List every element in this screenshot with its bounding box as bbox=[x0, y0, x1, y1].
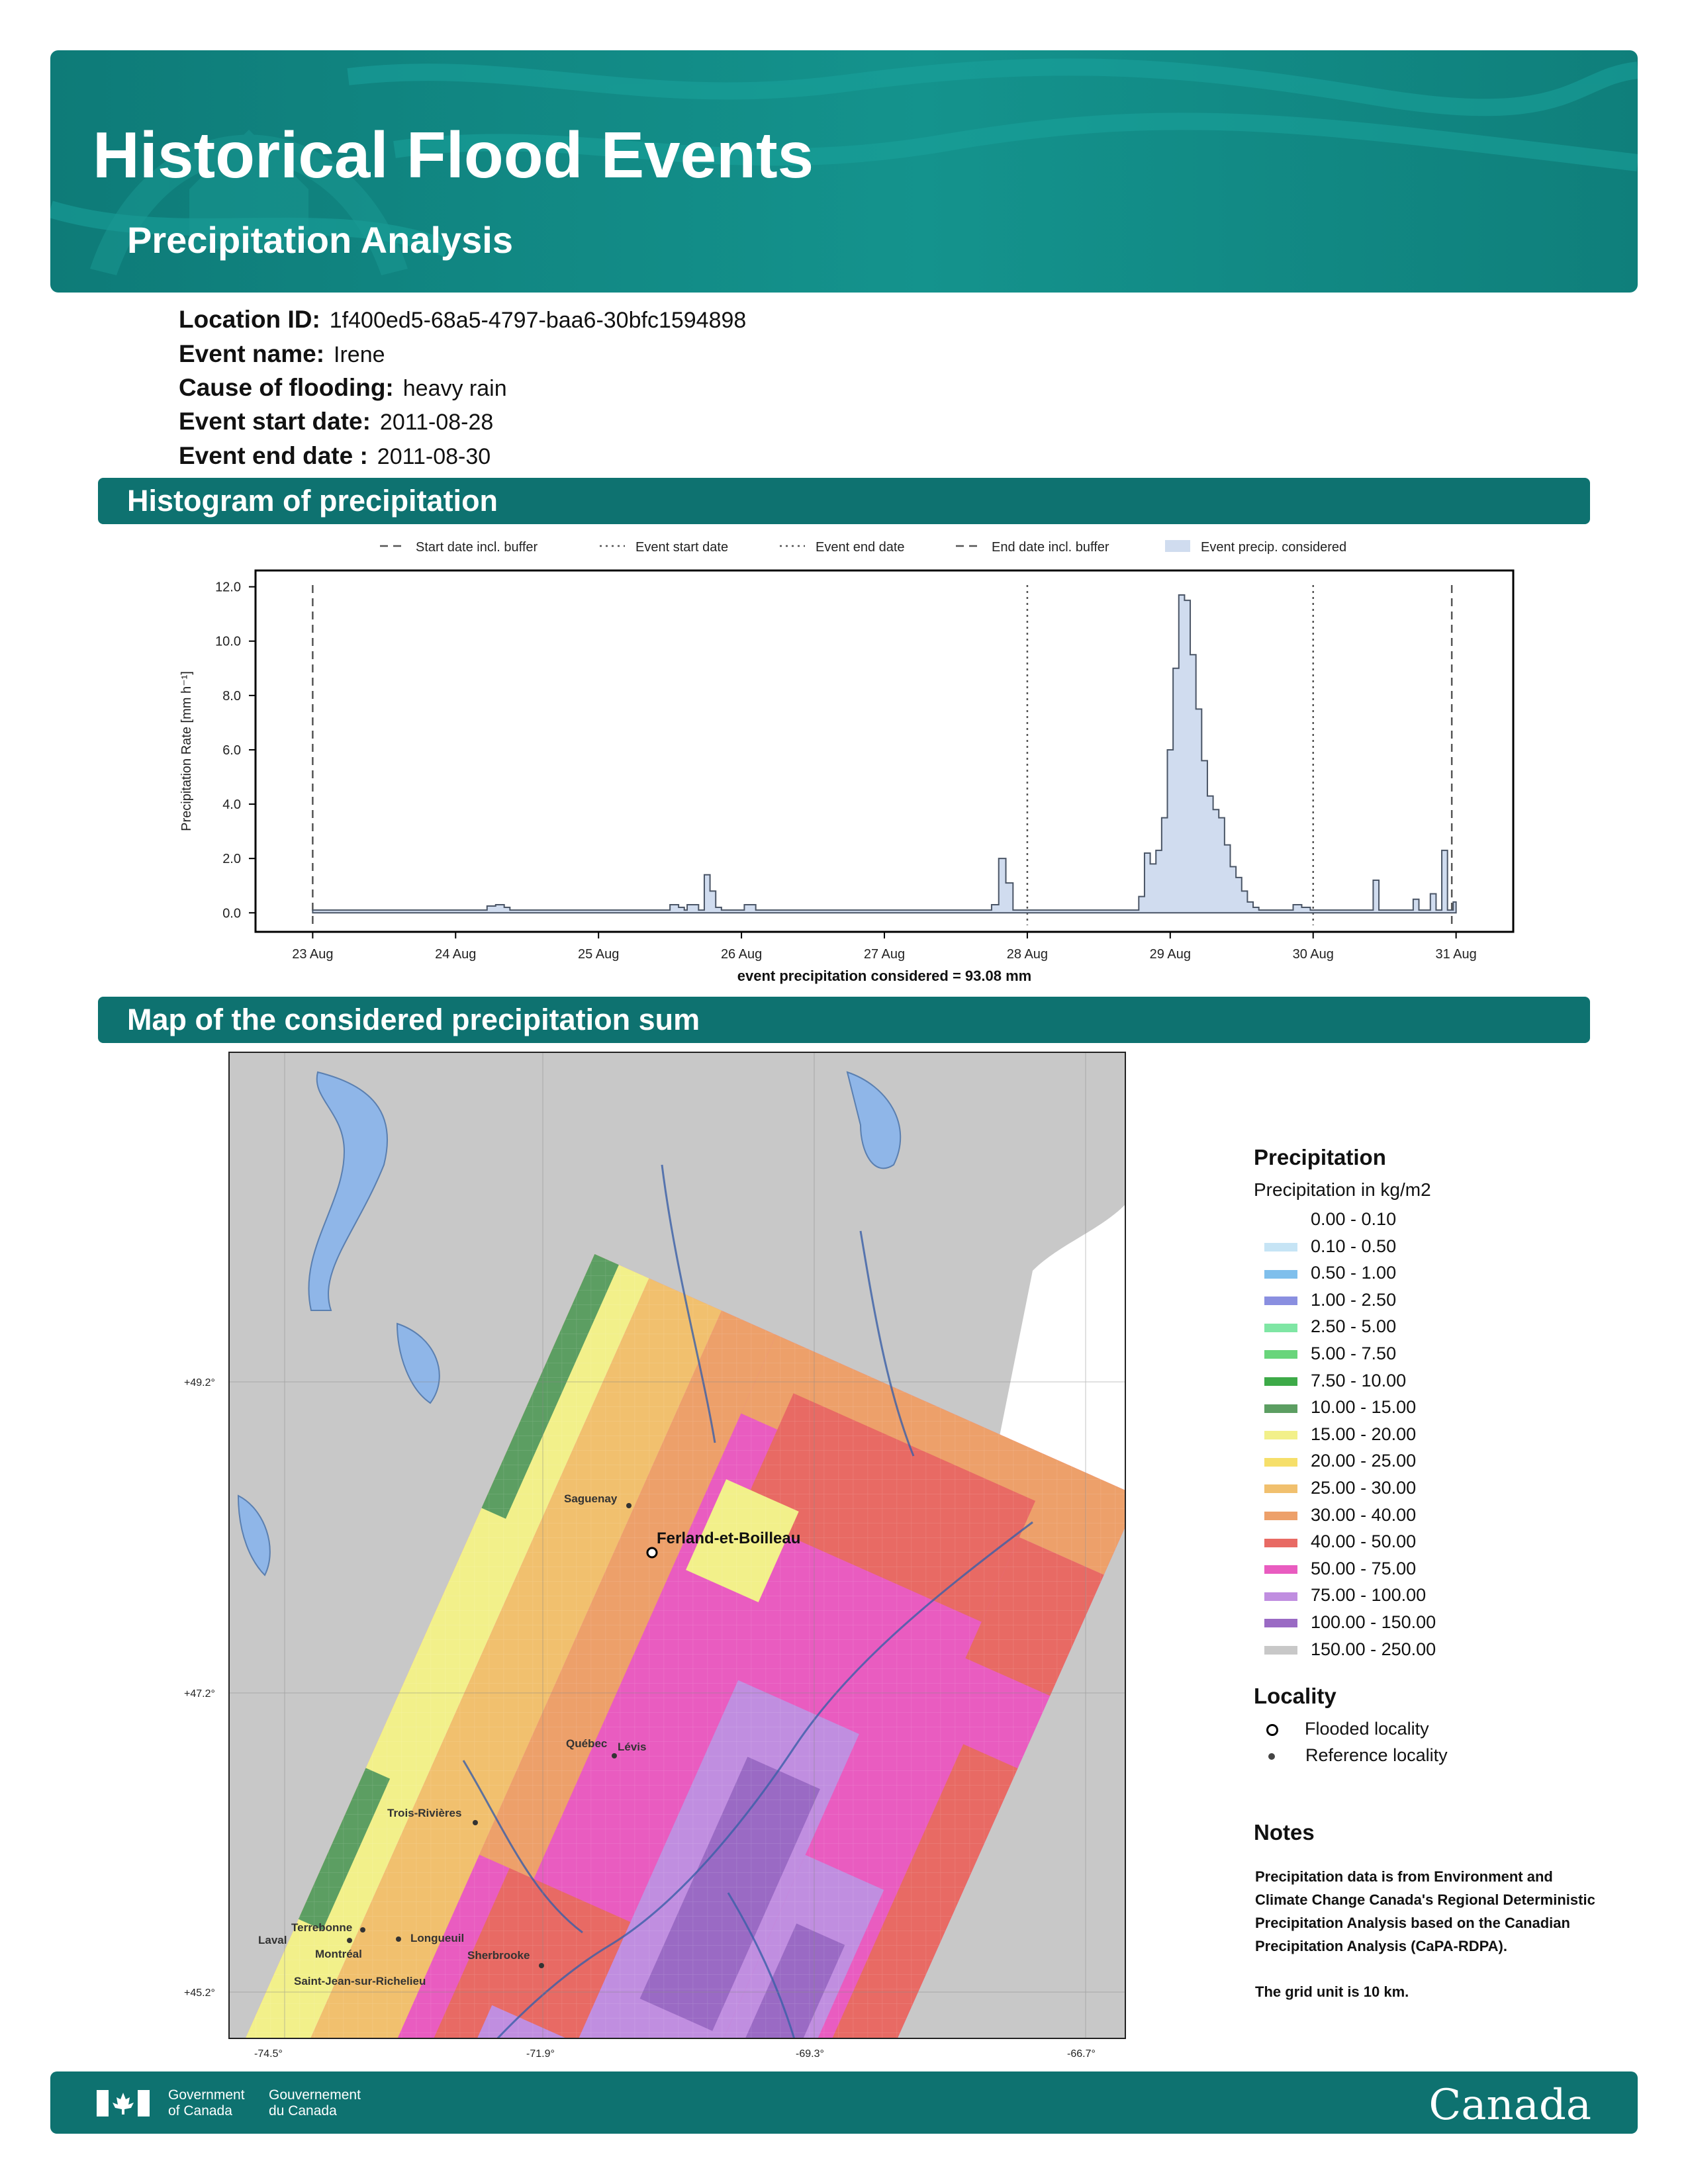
legend-label: 100.00 - 150.00 bbox=[1311, 1612, 1436, 1632]
place-label-saint-jean-sur-richelieu: Saint-Jean-sur-Richelieu bbox=[294, 1975, 426, 1987]
info-label: Event end date : bbox=[179, 442, 368, 469]
locality-legend-title: Locality bbox=[1254, 1684, 1336, 1708]
legend-item bbox=[1264, 1555, 1416, 1582]
x-tick-label: 29 Aug bbox=[1149, 947, 1191, 962]
chart-legend-label: End date incl. buffer bbox=[992, 540, 1109, 555]
legend-swatch-fill bbox=[1165, 540, 1190, 552]
legend-label: 7.50 - 10.00 bbox=[1311, 1370, 1407, 1390]
legend-label: 30.00 - 40.00 bbox=[1311, 1504, 1417, 1525]
trois-rivieres-marker bbox=[473, 1820, 478, 1825]
legend-label: 0.00 - 0.10 bbox=[1311, 1209, 1397, 1229]
chart-legend-label: Event precip. considered bbox=[1201, 540, 1347, 555]
legend-swatch bbox=[1264, 1565, 1297, 1574]
legend-flooded-locality bbox=[1264, 1715, 1429, 1742]
notes-grid-unit: The grid unit is 10 km. bbox=[1255, 1983, 1409, 2000]
legend-subtitle: Precipitation in kg/m2 bbox=[1254, 1179, 1431, 1200]
y-tick-label: 12.0 bbox=[215, 580, 241, 595]
info-label: Location ID: bbox=[179, 306, 320, 333]
info-event-start-date bbox=[179, 408, 493, 435]
flooded-locality-icon bbox=[1266, 1724, 1278, 1736]
legend-swatch bbox=[1264, 1431, 1297, 1439]
legend-swatch bbox=[1264, 1404, 1297, 1413]
gov-name-en-line1: Government bbox=[168, 2087, 245, 2103]
info-value: heavy rain bbox=[402, 376, 507, 401]
legend-label: 15.00 - 20.00 bbox=[1311, 1424, 1417, 1444]
y-tick-label: 4.0 bbox=[222, 797, 241, 813]
legend-swatch bbox=[1264, 1297, 1297, 1305]
y-tick-label: 8.0 bbox=[222, 688, 241, 704]
sherbrooke-marker bbox=[539, 1963, 544, 1968]
legend-label: 1.00 - 2.50 bbox=[1311, 1289, 1397, 1310]
legend-item bbox=[1264, 1367, 1406, 1394]
legend-label: Flooded locality bbox=[1305, 1719, 1429, 1739]
canada-flag-icon bbox=[97, 2090, 150, 2116]
legend-item bbox=[1264, 1636, 1436, 1662]
x-tick-label: 28 Aug bbox=[1006, 947, 1049, 962]
legend-swatch bbox=[1264, 1458, 1297, 1467]
legend-item bbox=[1264, 1394, 1416, 1420]
place-label-levis: Lévis bbox=[618, 1741, 647, 1753]
place-label-quebec: Québec bbox=[566, 1737, 608, 1750]
info-value: 2011-08-28 bbox=[379, 410, 494, 435]
legend-swatch bbox=[1264, 1216, 1297, 1224]
gov-name-en bbox=[168, 2087, 245, 2119]
legend-swatch bbox=[1264, 1270, 1297, 1279]
y-tick-label: 6.0 bbox=[222, 743, 241, 758]
legend-label: Reference locality bbox=[1305, 1745, 1448, 1765]
x-tick-label: 26 Aug bbox=[720, 947, 763, 962]
legend-label: 10.00 - 15.00 bbox=[1311, 1397, 1417, 1418]
place-label-laval: Laval bbox=[258, 1934, 287, 1946]
chart-legend-label: Event start date bbox=[635, 540, 729, 555]
info-value: 2011-08-30 bbox=[377, 444, 491, 469]
legend-label: 50.00 - 75.00 bbox=[1311, 1558, 1417, 1578]
legend-label: 2.50 - 5.00 bbox=[1311, 1316, 1397, 1337]
legend-swatch bbox=[1264, 1377, 1297, 1386]
page-title: Historical Flood Events bbox=[93, 118, 814, 191]
section-histogram-title: Histogram of precipitation bbox=[98, 478, 1590, 524]
gov-name-en-line2: of Canada bbox=[168, 2103, 232, 2118]
legend-swatch bbox=[1264, 1592, 1297, 1601]
legend-item bbox=[1264, 1340, 1396, 1367]
legend-label: 150.00 - 250.00 bbox=[1311, 1639, 1436, 1659]
gov-name-fr-line1: Gouvernement bbox=[269, 2087, 361, 2103]
map-lon-label: -66.7° bbox=[1067, 2048, 1096, 2060]
legend-title: Precipitation bbox=[1254, 1145, 1386, 1169]
info-label: Cause of flooding: bbox=[179, 374, 394, 401]
legend-label: 0.10 - 0.50 bbox=[1311, 1236, 1397, 1256]
legend-label: 75.00 - 100.00 bbox=[1311, 1585, 1427, 1606]
map-lat-label: +49.2° bbox=[184, 1377, 215, 1388]
place-label-longueuil: Longueuil bbox=[410, 1932, 465, 1944]
reference-locality-icon bbox=[1268, 1753, 1275, 1760]
notes-body bbox=[1255, 1865, 1599, 2003]
plot-frame bbox=[256, 570, 1513, 932]
montreal-marker bbox=[347, 1938, 352, 1943]
legend-label: 5.00 - 7.50 bbox=[1311, 1343, 1397, 1363]
longueuil-marker bbox=[396, 1936, 401, 1942]
legend-item bbox=[1264, 1475, 1416, 1501]
info-event-name bbox=[179, 340, 385, 368]
y-axis-label: Precipitation Rate [mm h⁻¹] bbox=[179, 671, 194, 831]
notes-text: Precipitation data is from Environment and Climate Change Canada's Regional Deterministic Precipitation Analysis based on the Canadian Precipitation Analysis (CaPA-RDPA). bbox=[1255, 1868, 1595, 1954]
legend-label: 25.00 - 30.00 bbox=[1311, 1478, 1417, 1498]
x-tick-label: 23 Aug bbox=[292, 947, 334, 962]
x-tick-label: 25 Aug bbox=[578, 947, 620, 962]
legend-item bbox=[1264, 1206, 1396, 1232]
map-lon-label: -74.5° bbox=[254, 2048, 283, 2060]
info-value: 1f400ed5-68a5-4797-baa6-30bfc1594898 bbox=[329, 308, 747, 333]
gov-name-fr bbox=[269, 2087, 361, 2119]
map-lon-label: -71.9° bbox=[526, 2048, 555, 2060]
place-label-montreal: Montréal bbox=[315, 1948, 362, 1960]
info-label: Event start date: bbox=[179, 408, 371, 435]
map-lon-label: -69.3° bbox=[796, 2048, 824, 2060]
legend-label: 40.00 - 50.00 bbox=[1311, 1531, 1417, 1552]
chart-legend-label: Event end date bbox=[816, 540, 905, 555]
flooded-locality-marker bbox=[647, 1548, 657, 1557]
x-tick-label: 24 Aug bbox=[435, 947, 477, 962]
legend-swatch bbox=[1264, 1646, 1297, 1655]
legend-item bbox=[1264, 1233, 1396, 1259]
precipitation-map bbox=[0, 1032, 1192, 2065]
place-label-sherbrooke: Sherbrooke bbox=[467, 1949, 530, 1962]
legend-label: 0.50 - 1.00 bbox=[1311, 1263, 1397, 1283]
terrebonne-marker bbox=[360, 1927, 365, 1933]
y-tick-label: 0.0 bbox=[222, 906, 241, 921]
legend-swatch bbox=[1264, 1619, 1297, 1627]
info-label: Event name: bbox=[179, 340, 325, 367]
chart-legend-label: Start date incl. buffer bbox=[416, 540, 538, 555]
legend-item bbox=[1264, 1313, 1396, 1340]
precipitation-histogram bbox=[0, 523, 1688, 999]
legend-item bbox=[1264, 1582, 1426, 1608]
gov-name-fr-line2: du Canada bbox=[269, 2103, 337, 2118]
notes-title: Notes bbox=[1254, 1820, 1315, 1844]
place-label-trois-rivieres: Trois-Rivières bbox=[387, 1807, 462, 1819]
legend-item bbox=[1264, 1609, 1436, 1635]
info-value: Irene bbox=[334, 342, 385, 367]
saguenay-marker bbox=[626, 1503, 632, 1508]
info-location-id bbox=[179, 306, 746, 334]
x-tick-label: 27 Aug bbox=[863, 947, 906, 962]
legend-item bbox=[1264, 1421, 1416, 1447]
legend-item bbox=[1264, 1502, 1416, 1528]
place-label-saguenay: Saguenay bbox=[564, 1492, 618, 1505]
y-tick-label: 10.0 bbox=[215, 634, 241, 649]
legend-swatch bbox=[1264, 1484, 1297, 1493]
legend-swatch bbox=[1264, 1512, 1297, 1520]
legend-item bbox=[1264, 1528, 1416, 1555]
legend-item bbox=[1264, 1287, 1396, 1313]
x-tick-label: 30 Aug bbox=[1292, 947, 1334, 962]
section-map-title: Map of the considered precipitation sum bbox=[98, 997, 1590, 1043]
x-axis-label: event precipitation considered = 93.08 mm bbox=[737, 968, 1032, 984]
legend-swatch bbox=[1264, 1350, 1297, 1359]
place-label-terrebonne: Terrebonne bbox=[291, 1921, 353, 1934]
legend-swatch bbox=[1264, 1539, 1297, 1547]
map-lat-label: +47.2° bbox=[184, 1688, 215, 1700]
legend-item bbox=[1264, 1259, 1396, 1286]
info-event-end-date bbox=[179, 442, 491, 470]
page-subtitle: Precipitation Analysis bbox=[127, 219, 513, 261]
y-tick-label: 2.0 bbox=[222, 852, 241, 867]
footer-bar bbox=[50, 2071, 1638, 2134]
legend-reference-locality bbox=[1264, 1742, 1448, 1768]
canada-wordmark: Canada bbox=[1429, 2081, 1591, 2130]
legend-swatch bbox=[1264, 1324, 1297, 1332]
x-tick-label: 31 Aug bbox=[1435, 947, 1477, 962]
chart-legend bbox=[380, 540, 1346, 555]
legend-label: 20.00 - 25.00 bbox=[1311, 1451, 1417, 1471]
legend-item bbox=[1264, 1447, 1416, 1474]
info-cause-of-flooding bbox=[179, 374, 507, 402]
place-label-ferland-et-boilleau: Ferland-et-Boilleau bbox=[657, 1529, 801, 1547]
legend-swatch bbox=[1264, 1243, 1297, 1251]
quebec-marker bbox=[612, 1753, 617, 1758]
map-lat-label: +45.2° bbox=[184, 1987, 215, 1999]
